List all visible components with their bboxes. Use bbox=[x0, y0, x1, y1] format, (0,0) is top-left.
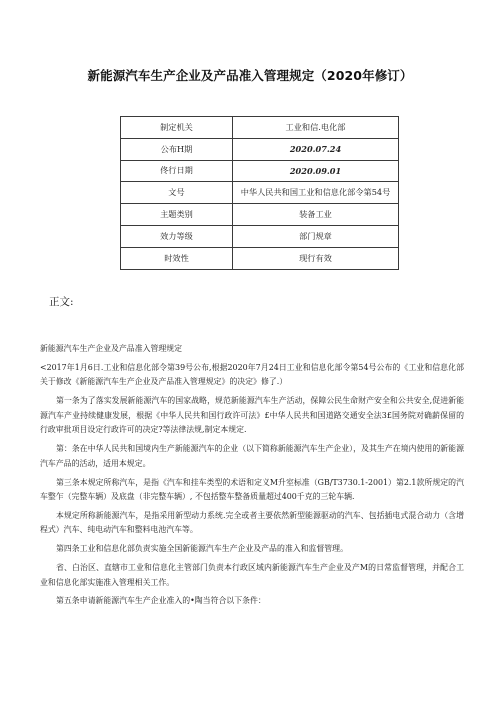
meta-key: 文号 bbox=[121, 182, 233, 204]
meta-key: 佟行日期 bbox=[121, 160, 233, 182]
meta-row-effective-date bbox=[121, 160, 399, 182]
meta-key: 主题类别 bbox=[121, 204, 233, 226]
paragraph: 第三条本规定所称汽车，是指《汽车和挂车类型的术语和定义M升室标准（GB/T3730.1-2001）第2.1款所规定的汽车整乍（完整车辆）及底盘（非完整车辆）, 不包括整车整备质量超过400千克的三轮车辆. bbox=[40, 477, 464, 502]
meta-key: 制定机关 bbox=[121, 117, 233, 139]
meta-value: 现行有效 bbox=[233, 247, 399, 269]
meta-value: 部门规章 bbox=[233, 225, 399, 247]
meta-value: 2020.07.24 bbox=[233, 138, 399, 160]
paragraph: <2017年1月6日.工业和信息化部令第39号公布,根据2020年7月24日工业和信息化部令第54号公布的《工业和信息化部关于修改《新能源汽车生产企业及产品准入管理规定》的决定》修了.） bbox=[40, 362, 464, 387]
meta-key: 时效性 bbox=[121, 247, 233, 269]
meta-value: 2020.09.01 bbox=[233, 160, 399, 182]
paragraph: 省、白治区、直辖市工业和信息化主管部门负责本行政区域内新能源汽车生产企业及产M的日常监督管理，并配合工业和信息化部实施准入管理相关工作。 bbox=[40, 563, 464, 587]
paragraph: 第五条申请新能源汽车生产企业准入的•陶当符合以下条件： bbox=[56, 596, 266, 606]
meta-row-category bbox=[121, 204, 399, 226]
document-title: 新能源汽车生产企业及产品准入管理规定（2020年修订） bbox=[87, 68, 413, 83]
paragraph: 新能源汽车生产企业及产品准入管理规定 bbox=[40, 344, 183, 353]
section-label: 正文: bbox=[49, 296, 74, 308]
paragraph: 第一条为了落实发展新能源汽车的国家战略，规范新能源汽车生产活动，保障公民生命财产安全和公共安全,促进新能源汽车产业持续健康发展，根据《中华人民共和国行政许可法》£中华人民共和国道路交通安全法3£国务院对确薪保留的行政审批项目设定行政许可的决定?等法律法规,制定本规定. bbox=[40, 396, 464, 435]
meta-key: 公布H期 bbox=[121, 138, 233, 160]
paragraph: 第四条工业和信息化部负责实施全国新能源汽车生产企业及产品的准入和监督管理。 bbox=[56, 544, 348, 554]
meta-value: 工业和信.电化部 bbox=[233, 117, 399, 139]
document-body bbox=[40, 342, 464, 613]
paragraph: 第：条在中华人民共和国境内生产新能源汽车的企业（以下简称新能源汽车生产企业），及其生产在境内使用的新能源汽车产品的活动，适用本规定。 bbox=[40, 444, 464, 468]
meta-row-validity bbox=[121, 247, 399, 269]
meta-row-issuer bbox=[121, 117, 399, 139]
meta-value: 装备工业 bbox=[233, 204, 399, 226]
meta-row-publish-date bbox=[121, 138, 399, 160]
meta-value: 中华人民共和国工业和信息化部令第54号 bbox=[233, 182, 399, 204]
meta-row-doc-number bbox=[121, 182, 399, 204]
paragraph: 本规定所称新能源汽车，是指采用新型动力系统.完全或者主要依然新型能源驱动的汽车、包括插电式混合动力（含增程式）汽车、纯电动汽车和整料电池汽车等。 bbox=[40, 510, 464, 535]
meta-key: 效力等级 bbox=[121, 225, 233, 247]
metadata-table bbox=[120, 116, 399, 270]
meta-row-legal-level bbox=[121, 225, 399, 247]
